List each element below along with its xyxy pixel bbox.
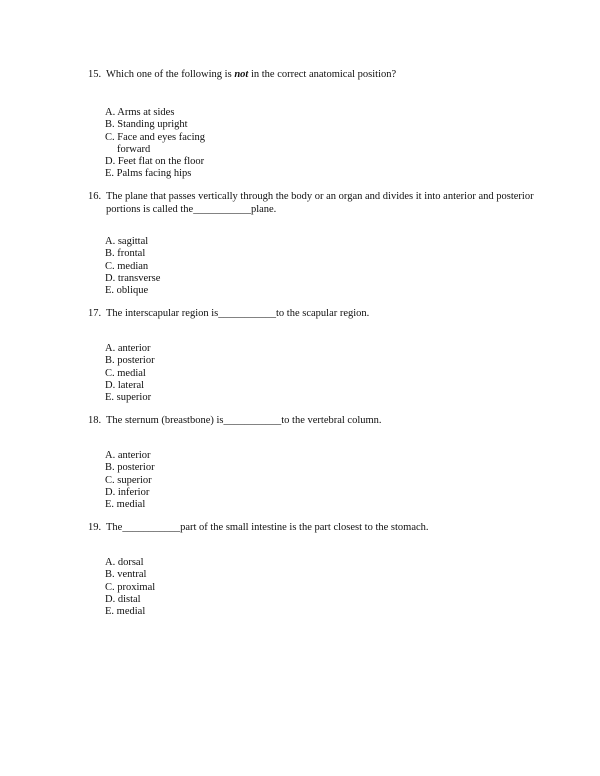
question-15 [88, 68, 528, 180]
question-text-line: The plane that passes vertically through the body or an organ and divides it into anterior and posterior [106, 191, 534, 202]
answer-option: C. superior [105, 474, 152, 486]
question-text: The___________part of the small intestine is the part closest to the stomach. [106, 522, 429, 533]
answer-option: C. Face and eyes facing [105, 131, 206, 143]
answer-option: B. frontal [105, 248, 146, 260]
question-text: The interscapular region is___________to the scapular region. [106, 308, 370, 319]
question-number: 16. [88, 191, 102, 202]
answer-options [105, 107, 205, 181]
answer-option: A. dorsal [105, 557, 144, 568]
answer-options [105, 236, 160, 297]
question-text [106, 68, 528, 81]
question-text-part: in the correct anatomical position? [248, 69, 397, 80]
question-stem [88, 521, 528, 534]
answer-option: C. median [105, 260, 149, 272]
answer-option: D. transverse [105, 272, 161, 284]
question-stem [88, 68, 528, 81]
question-18 [88, 414, 528, 511]
question-text: The sternum (breastbone) is___________to the vertebral column. [106, 415, 382, 426]
answer-option: B. posterior [105, 462, 155, 474]
question-17 [88, 307, 528, 404]
question-number: 17. [88, 308, 102, 319]
answer-option: A. sagittal [105, 236, 149, 247]
answer-option: E. oblique [105, 285, 149, 297]
question-19 [88, 521, 528, 618]
answer-options [105, 557, 155, 618]
answer-option: B. Standing upright [105, 119, 188, 131]
question-text [106, 190, 534, 216]
answer-option: C. proximal [105, 581, 156, 593]
answer-option: E. medial [105, 499, 146, 511]
question-number: 15. [88, 69, 102, 80]
answer-option: E. superior [105, 392, 152, 404]
question-stem [88, 307, 528, 320]
answer-option: D. distal [105, 593, 141, 605]
answer-option: B. posterior [105, 355, 155, 367]
answer-option-continuation: forward [117, 143, 151, 155]
question-emphasis: not [234, 69, 249, 80]
answer-options [105, 450, 155, 511]
question-stem [88, 414, 528, 427]
answer-option: A. anterior [105, 343, 151, 354]
answer-option: E. medial [105, 606, 146, 618]
answer-option: D. lateral [105, 379, 145, 391]
answer-options [105, 343, 155, 404]
question-stem [88, 190, 534, 216]
question-text-part: Which one of the following is [106, 69, 235, 80]
answer-option: D. Feet flat on the floor [105, 156, 205, 168]
answer-option: E. Palms facing hips [105, 168, 192, 180]
question-number: 19. [88, 522, 102, 533]
question-16 [88, 190, 534, 297]
question-text-line: portions is called the___________plane. [106, 204, 277, 215]
answer-option: A. Arms at sides [105, 107, 175, 118]
question-number: 18. [88, 415, 102, 426]
answer-option: C. medial [105, 367, 146, 379]
answer-option: B. ventral [105, 569, 147, 581]
answer-option: D. inferior [105, 486, 150, 498]
answer-option: A. anterior [105, 450, 151, 461]
